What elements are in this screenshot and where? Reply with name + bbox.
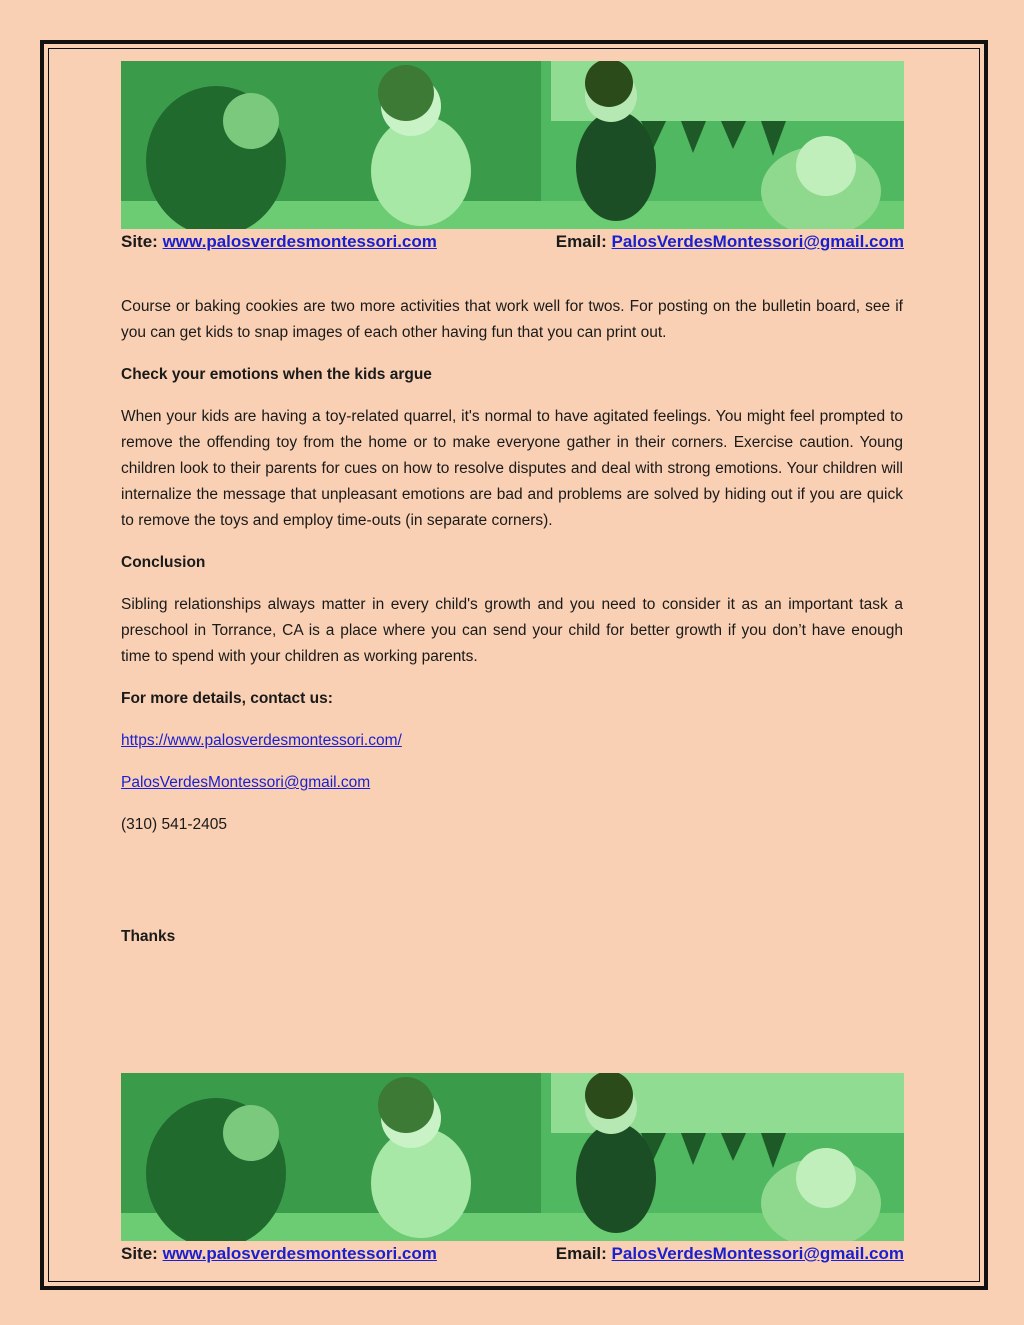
header-site: [121, 229, 437, 255]
footer-email: [556, 1241, 904, 1267]
contact-phone: (310) 541-2405: [121, 816, 227, 833]
children-photo-footer-icon: [121, 1073, 904, 1241]
footer-email-label: Email:: [555, 1244, 607, 1263]
header-site-label: Site:: [121, 232, 158, 251]
footer-contact-line: [121, 1241, 904, 1267]
paragraph-1: Course or baking cookies are two more activities that work well for twos. For posting on the bulletin board, see if you can get kids to snap images of each other having fun that you can print out.: [121, 298, 903, 341]
contact-url-link[interactable]: https://www.palosverdesmontessori.com/: [121, 732, 402, 749]
paragraph-3: Sibling relationships always matter in every child's growth and you need to consider it as an important task a preschool in Torrance, CA is a place where you can send your child for better growth if you don’t have enough time to spend with your children as working parents.: [121, 596, 903, 665]
header-email-label: Email:: [555, 232, 607, 251]
thanks-text: Thanks: [121, 928, 176, 945]
heading-contact: For more details, contact us:: [121, 690, 333, 707]
paragraph-2: When your kids are having a toy-related quarrel, it's normal to have agitated feelings. You might feel prompted to remove the offending toy from the home or to make everyone gather in their corners. Exercise caution. Young children look to their parents for cues on how to resolve disputes and deal with strong emotions. Your children will internalize the message that unpleasant emotions are bad and problems are solved by hiding out if you are quick to remove the toys and employ time-outs (in separate corners).: [121, 408, 903, 529]
contact-email-link[interactable]: PalosVerdesMontessori@gmail.com: [121, 774, 371, 791]
heading-emotions: Check your emotions when the kids argue: [121, 366, 432, 383]
footer-email-link[interactable]: PalosVerdesMontessori@gmail.com: [611, 1244, 904, 1263]
article-body: [121, 294, 903, 966]
footer-site-link[interactable]: www.palosverdesmontessori.com: [162, 1244, 437, 1263]
heading-conclusion: Conclusion: [121, 554, 206, 571]
footer-banner-image: [121, 1073, 904, 1241]
footer-site-label: Site:: [121, 1244, 158, 1263]
footer-site: [121, 1241, 437, 1267]
header-contact-line: [121, 229, 904, 255]
header-banner-image: [121, 61, 904, 229]
header-site-link[interactable]: www.palosverdesmontessori.com: [162, 232, 437, 251]
header-email: [556, 229, 904, 255]
children-photo-icon: [121, 61, 904, 229]
header-email-link[interactable]: PalosVerdesMontessori@gmail.com: [611, 232, 904, 251]
